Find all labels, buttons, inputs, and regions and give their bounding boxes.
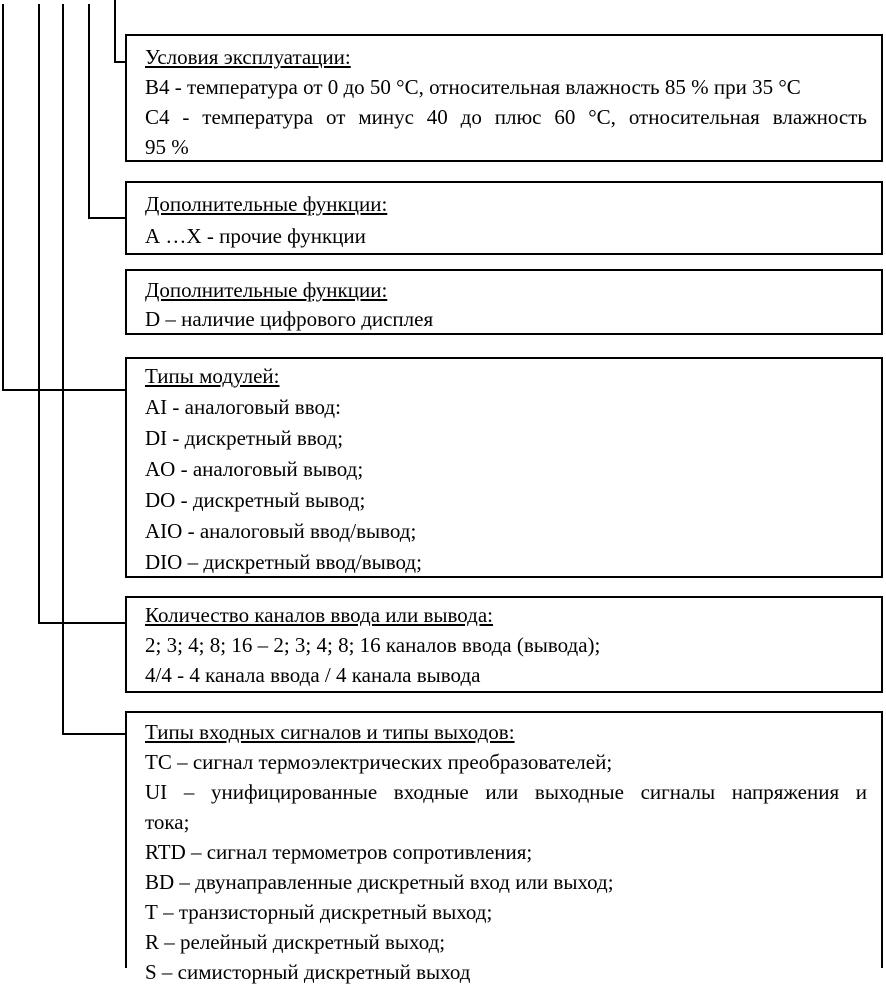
legend-line: DO - дискретный вывод; (145, 488, 366, 512)
connector-h-1 (2, 389, 127, 391)
legend-line: UI – унифицированные входные или выходные сигналы напряжения и (145, 780, 867, 804)
legend-line: AI - аналоговый ввод: (145, 395, 341, 419)
legend-line: А …Х - прочие функции (145, 224, 366, 248)
connector-h-4 (88, 217, 127, 219)
legend-line: DI - дискретный ввод; (145, 426, 344, 450)
box-additional-functions-other (125, 181, 883, 255)
legend-line: AIO - аналоговый ввод/вывод; (145, 519, 417, 543)
connector-h-3 (62, 733, 127, 735)
connector-v-2 (38, 4, 40, 624)
connector-v-1 (2, 4, 4, 391)
connector-v-5 (114, 0, 116, 63)
box-module-types (125, 357, 883, 578)
legend-line: DIO – дискретный ввод/вывод; (145, 550, 422, 574)
legend-line: AO - аналоговый вывод; (145, 457, 364, 481)
legend-line-clipped: S – симисторный дискретный выход (145, 960, 471, 984)
legend-line: 4/4 - 4 канала ввода / 4 канала вывода (145, 663, 481, 687)
legend-line: ТС – сигнал термоэлектрических преобразователей; (145, 750, 613, 774)
connector-v-4 (88, 4, 90, 219)
box-signal-types (125, 711, 883, 984)
legend-line: RTD – сигнал термометров сопротивления; (145, 840, 533, 864)
legend-line: С4 - температура от минус 40 до плюс 60 °С, относительная влажность (145, 105, 867, 129)
connector-h-2 (38, 622, 127, 624)
legend-line: Т – транзисторный дискретный выход; (145, 900, 493, 924)
box-channel-count (125, 596, 883, 693)
box-heading: Количество каналов ввода или вывода: (145, 603, 493, 627)
box-heading: Дополнительные функции: (145, 278, 388, 302)
box-heading: Дополнительные функции: (145, 192, 388, 216)
legend-line: 95 % (145, 135, 189, 159)
box-additional-functions-display (125, 269, 883, 335)
box-operating-conditions (125, 34, 883, 162)
legend-line: D – наличие цифрового дисплея (145, 307, 434, 331)
legend-line: BD – двунаправленные дискретный вход или выход; (145, 870, 614, 894)
legend-line: R – релейный дискретный выход; (145, 930, 446, 954)
legend-line: 2; 3; 4; 8; 16 – 2; 3; 4; 8; 16 каналов ввода (вывода); (145, 633, 601, 657)
legend-line: тока; (145, 810, 190, 834)
box-heading: Условия эксплуатации: (145, 45, 351, 69)
box-heading: Типы входных сигналов и типы выходов: (145, 720, 515, 744)
box-heading: Типы модулей: (145, 364, 280, 388)
connector-v-3 (62, 4, 64, 735)
legend-line: В4 - температура от 0 до 50 °С, относительная влажность 85 % при 35 °С (145, 75, 801, 99)
